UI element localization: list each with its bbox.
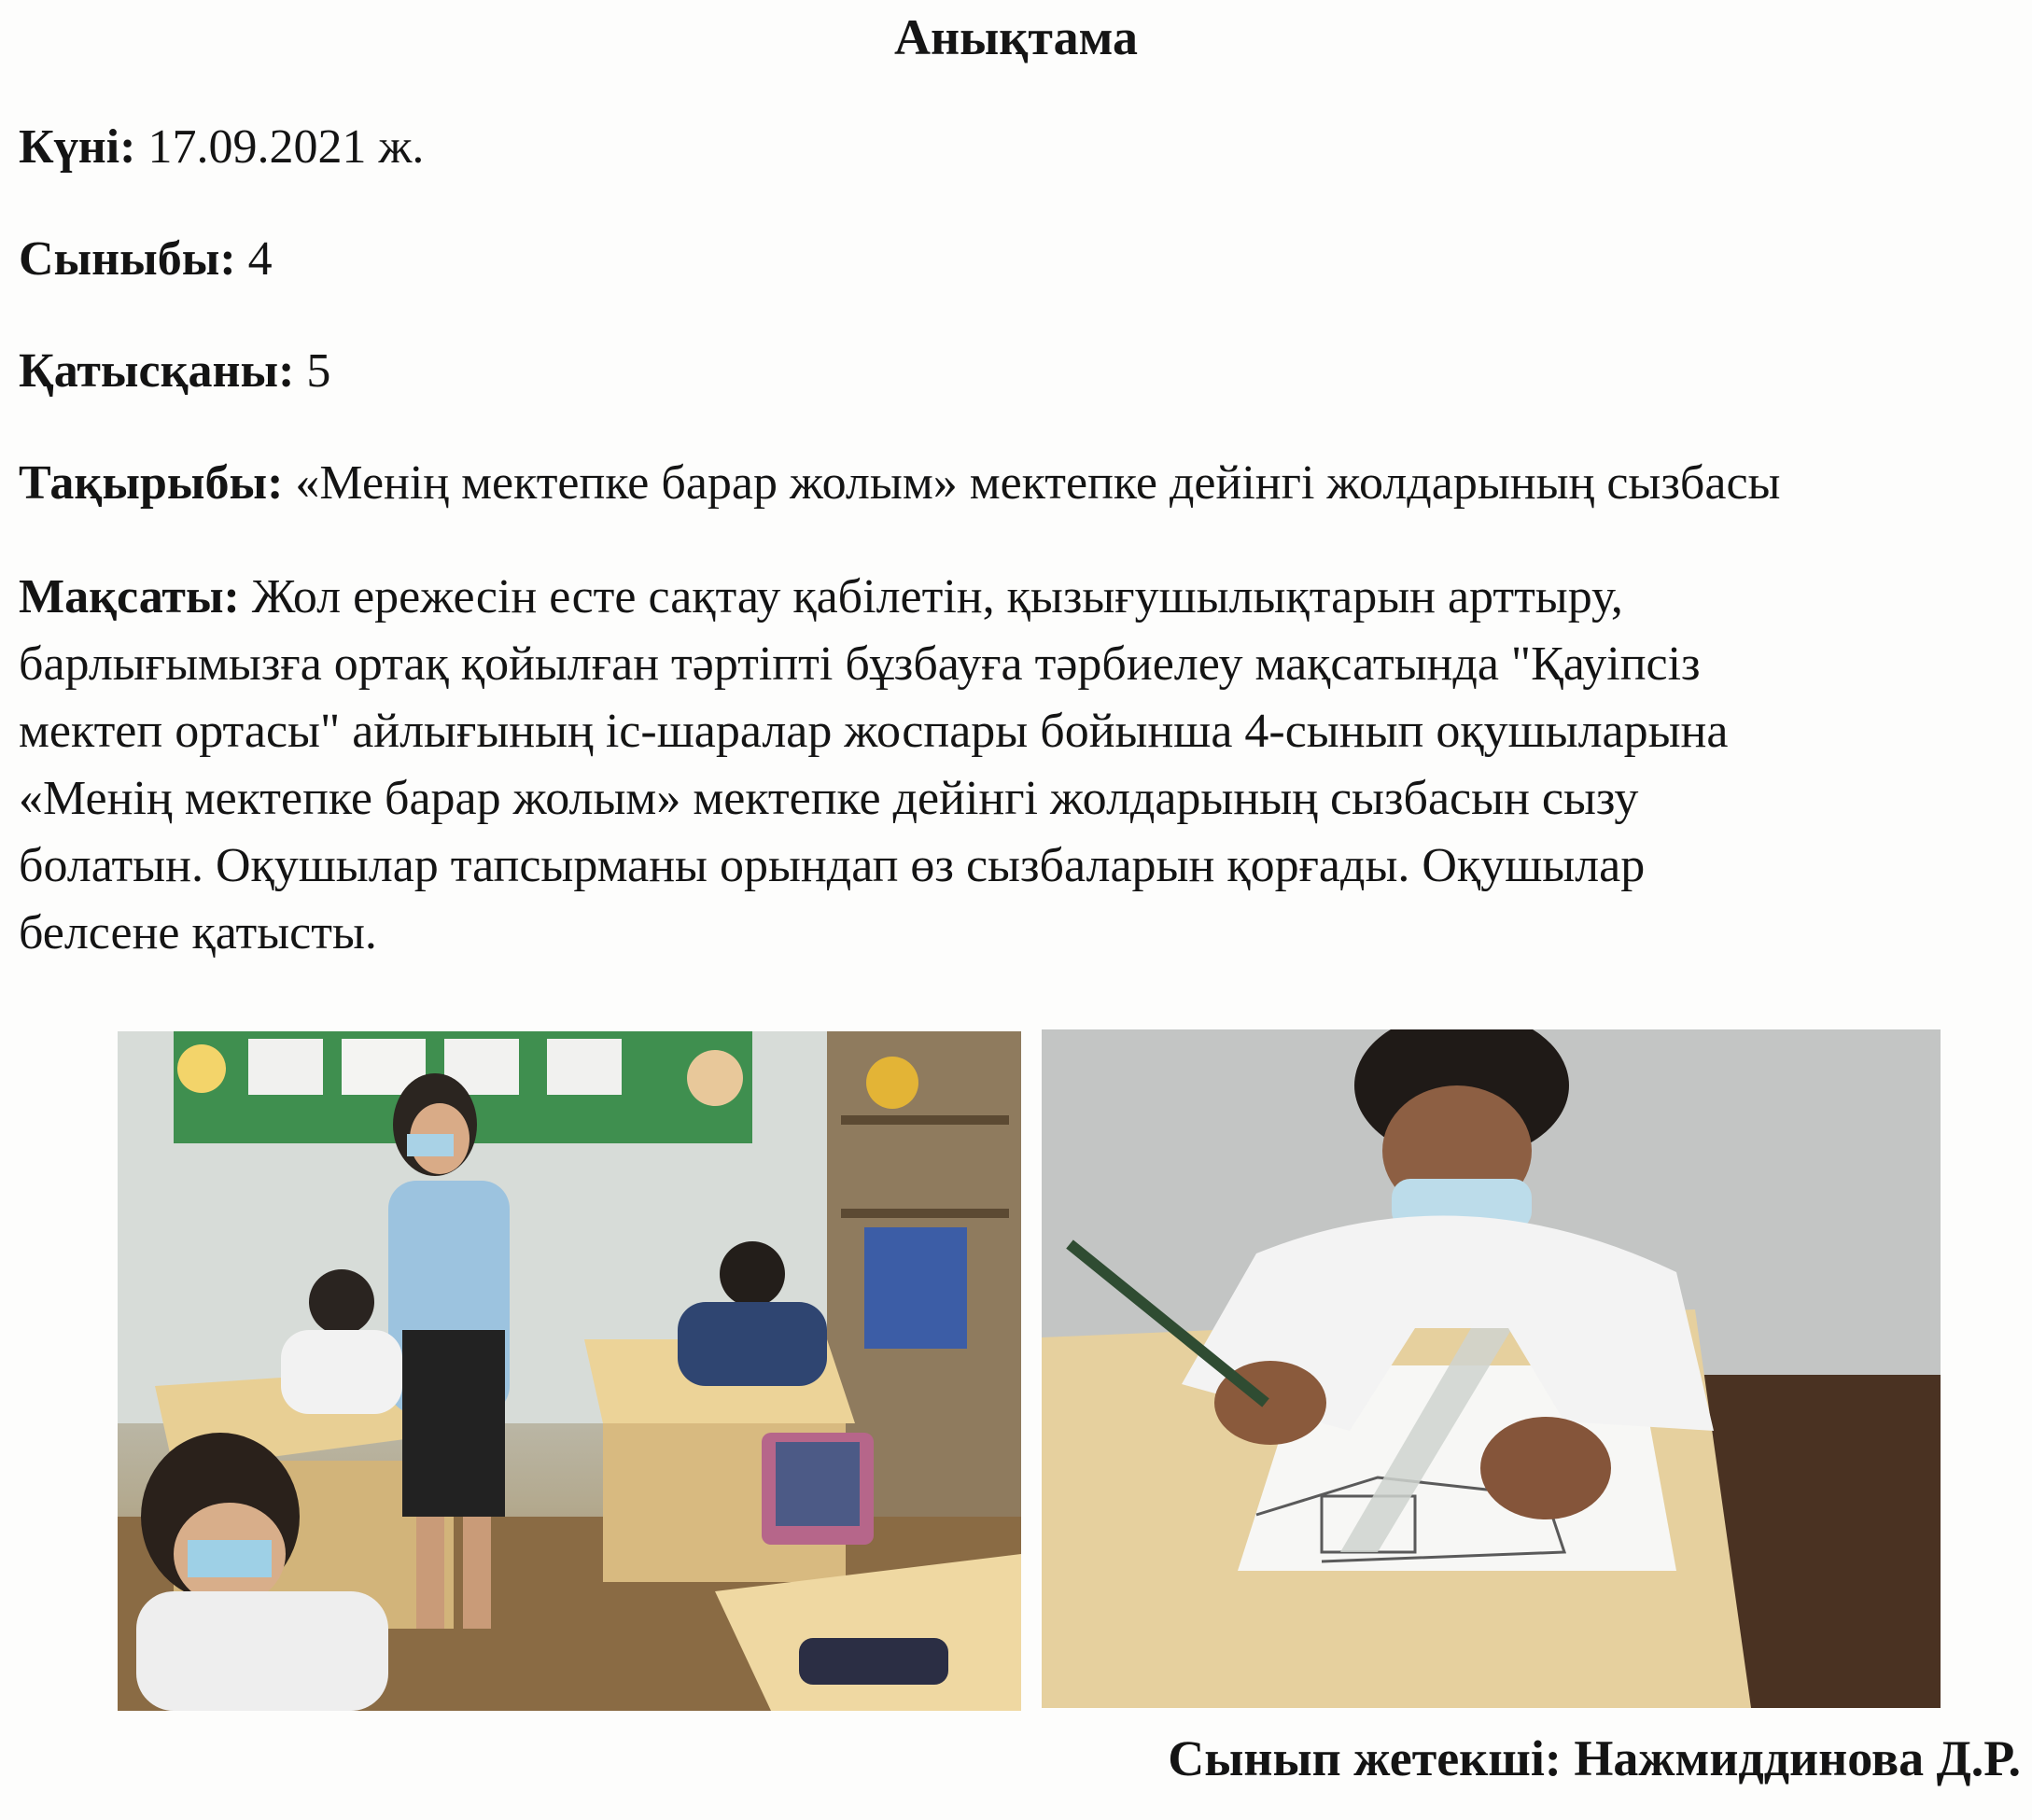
purpose-paragraph — [19, 564, 2016, 967]
date-value: 17.09.2021 ж. — [135, 120, 425, 174]
date-label: Күні: — [19, 120, 136, 174]
classroom-photo-illustration — [118, 1031, 1021, 1711]
purpose-line: мектеп ортасы" айлығының іс-шаралар жоспары бойынша 4-сынып оқушыларына — [19, 705, 1729, 758]
purpose-line: белсене қатысты. — [19, 906, 377, 959]
classroom-photo — [118, 1031, 1021, 1711]
class-label: Сыныбы: — [19, 232, 236, 286]
purpose-line: болатын. Оқушылар тапсырманы орындап өз сызбаларын қорғады. Оқушылар — [19, 839, 1646, 892]
signature-line: Сынып жетекші: Нажмиддинова Д.Р. — [1168, 1730, 2021, 1786]
attended-value: 5 — [294, 344, 331, 398]
purpose-line: барлығымызға ортақ қойылған тәртіпті бұзбауға тәрбиелеу мақсатында "Қауіпсіз — [19, 637, 1701, 691]
attended-field — [19, 342, 330, 401]
class-field — [19, 230, 273, 289]
date-field — [19, 118, 424, 177]
class-value: 4 — [235, 232, 273, 286]
purpose-line — [19, 564, 2016, 631]
student-drawing-photo — [1042, 1029, 1941, 1708]
topic-label: Тақырыбы: — [19, 456, 284, 510]
purpose-line: «Менің мектепке барар жолым» мектепке дейінгі жолдарының сызбасын сызу — [19, 772, 1639, 825]
topic-field — [19, 454, 1780, 513]
attended-label: Қатысқаны: — [19, 344, 295, 398]
student-drawing-photo-illustration — [1042, 1029, 1941, 1708]
topic-value: «Менің мектепке барар жолым» мектепке дейінгі жолдарының сызбасы — [283, 456, 1781, 510]
document-title: Анықтама — [894, 9, 1138, 65]
purpose-text: Жол ережесін есте сақтау қабілетін, қызығушылықтарын арттыру, — [239, 570, 1623, 623]
purpose-label: Мақсаты: — [19, 570, 240, 623]
